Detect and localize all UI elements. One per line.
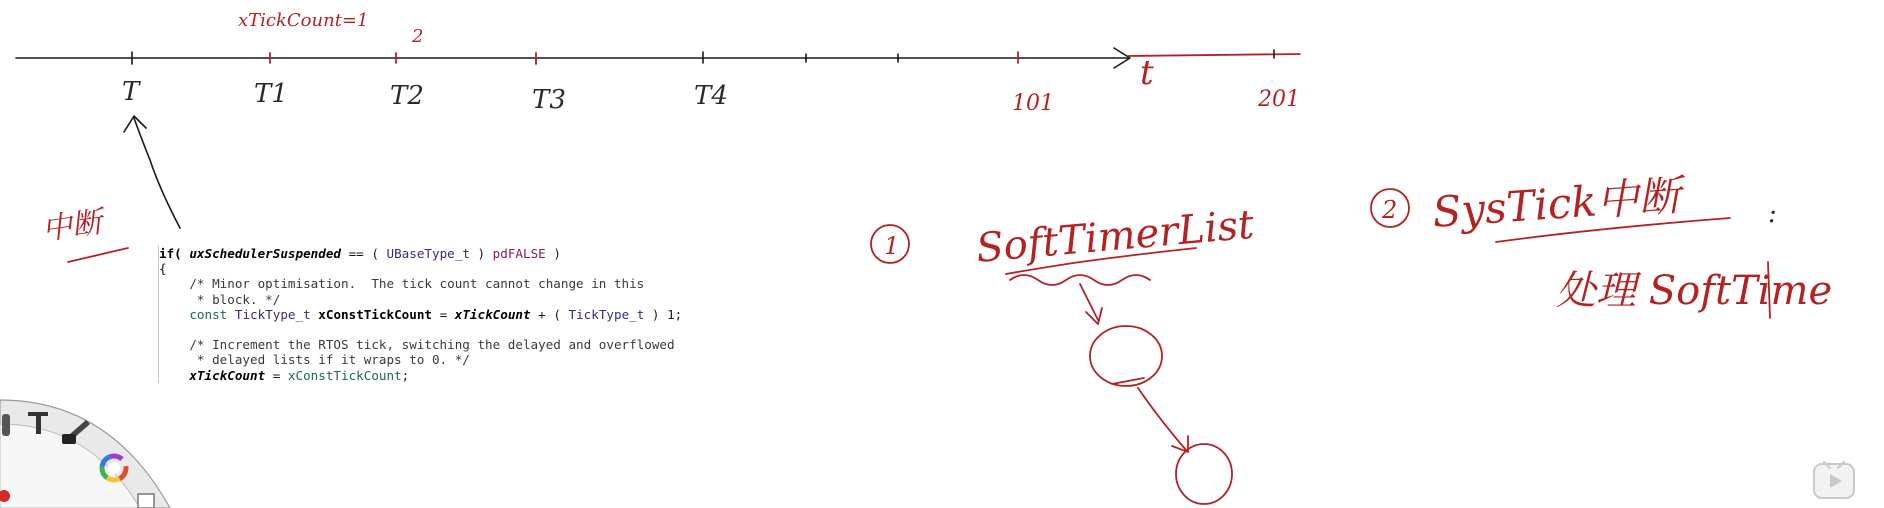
time-axis-label: t xyxy=(1140,53,1154,93)
marker-icon[interactable] xyxy=(2,414,10,436)
xtickcount-annotation: xTickCount=1 xyxy=(238,10,369,31)
process-softtime-label: 处理 SoftTime xyxy=(1556,268,1833,314)
softtimerlist-label: SoftTimerList xyxy=(974,201,1256,272)
tick-label-T3: T3 xyxy=(532,85,566,115)
systick-colon: : xyxy=(1768,199,1777,229)
tick-label-101: 101 xyxy=(1012,91,1054,116)
step2-number: 2 xyxy=(1382,196,1398,224)
tick-label-T4: T4 xyxy=(694,81,728,111)
tick-label-T1: T1 xyxy=(254,79,288,109)
code-line: /* Minor optimisation. The tick count cannot change in this xyxy=(189,276,645,292)
tick-count-two-annotation: 2 xyxy=(412,26,424,47)
video-play-button[interactable] xyxy=(1810,456,1858,504)
tick-label-T2: T2 xyxy=(390,81,424,111)
code-line: { xyxy=(159,261,167,277)
tick-label-T: T xyxy=(122,77,140,107)
code-line: * block. */ xyxy=(196,291,281,307)
code-snippet xyxy=(158,246,839,383)
interrupt-underline xyxy=(68,248,128,262)
code-line: xTickCount = xConstTickCount; xyxy=(189,367,410,383)
step1-number: 1 xyxy=(884,232,900,260)
list-node-2 xyxy=(1176,444,1232,504)
list-arrow-2 xyxy=(1138,388,1186,450)
code-line: * delayed lists if it wraps to 0. */ xyxy=(196,352,470,368)
interrupt-annotation: 中断 xyxy=(39,204,105,248)
annotation-toolbar xyxy=(0,390,180,508)
code-line: /* Increment the RTOS tick, switching the delayed and overflowed xyxy=(189,337,675,353)
code-line: if( uxSchedulerSuspended == ( UBaseType_t ) pdFALSE ) xyxy=(159,246,561,261)
interrupt-arrow-head xyxy=(124,116,146,132)
eraser-icon[interactable] xyxy=(138,494,154,508)
code-line: const TickType_t xConstTickCount = xTickCount + ( TickType_t ) 1; xyxy=(189,306,683,322)
tick-label-201: 201 xyxy=(1258,87,1300,112)
list-node-1 xyxy=(1090,326,1162,386)
code-line xyxy=(159,322,839,337)
interrupt-arrow xyxy=(134,118,180,228)
systick-label: SysTick中断 xyxy=(1430,170,1683,237)
axis-tick-marks xyxy=(132,50,1274,64)
